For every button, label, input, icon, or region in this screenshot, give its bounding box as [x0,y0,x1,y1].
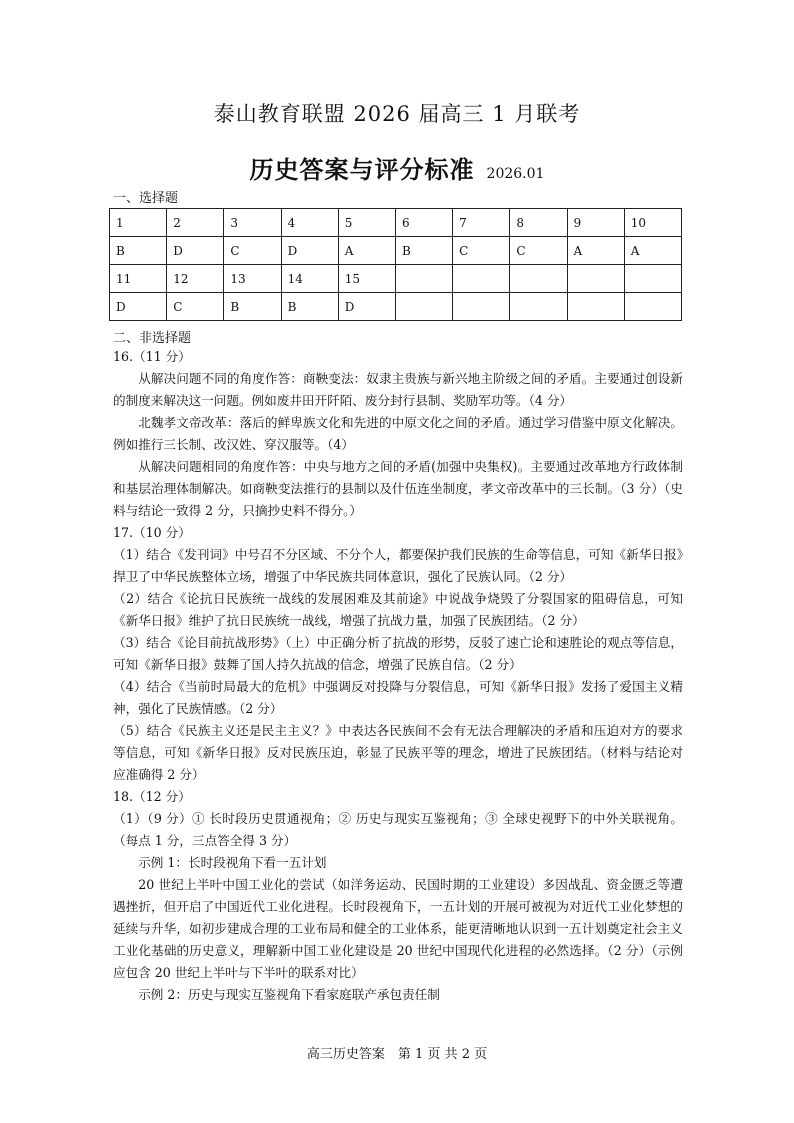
section-heading-choice: 一、选择题 [113,191,179,206]
table-cell: 6 [395,209,452,237]
table-cell [624,265,681,293]
paragraph: （1）结合《发刊词》中号召不分区域、不分个人，都要保护我们民族的生命等信息，可知《新华日报》捍卫了中华民族整体立场，增强了中华民族共同体意识，强化了民族认同。（2 分） [113,547,683,584]
paragraph: （1）（9 分）① 长时段历史贯通视角；② 历史与现实互鉴视角；③ 全球史视野下的中外关联视角。（每点 1 分，三点答全得 3 分） [113,811,683,848]
table-cell: 11 [110,265,167,293]
table-cell: 14 [281,265,338,293]
table-cell: 5 [338,209,395,237]
question-18-heading: 18.（12 分） [113,789,191,804]
example-1-title: 示例 1：长时段视角下看一五计划 [138,855,327,870]
table-cell [453,265,510,293]
table-cell: D [110,293,167,321]
table-cell: 13 [224,265,281,293]
table-cell [567,265,624,293]
question-16-heading: 16.（11 分） [113,349,191,364]
paragraph: 从解决问题相同的角度作答：中央与地方之间的矛盾(加强中央集权)。主要通过改革地方行政体制和基层治理体制解决。如商鞅变法推行的县制以及什伍连坐制度，孝文帝改革中的三长制。（3 分）（史料与结论一致得 2 分，只摘抄史料不得分。） [113,459,683,518]
exam-title: 泰山教育联盟 2026 届高三 1 月联考 [213,102,581,126]
table-cell [453,293,510,321]
document-date: 2026.01 [486,166,545,182]
table-cell [510,265,567,293]
table-cell: C [167,293,224,321]
table-cell [624,293,681,321]
table-cell: D [167,237,224,265]
table-cell: B [395,237,452,265]
table-row [110,265,682,293]
table-cell: 7 [453,209,510,237]
question-17-heading: 17.（10 分） [113,525,191,540]
table-cell: 8 [510,209,567,237]
document-heading [0,150,794,185]
table-cell: C [510,237,567,265]
page-footer: 高三历史答案 第 1 页 共 2 页 [306,1047,488,1062]
table-cell: 3 [224,209,281,237]
paragraph: （5）结合《民族主义还是民主主义？》中表达各民族间不会有无法合理解决的矛盾和压迫对方的要求等信息，可知《新华日报》反对民族压迫，彰显了民族平等的理念，增进了民族团结。（材料与结论对应准确得 2 分） [113,723,683,782]
table-cell: B [281,293,338,321]
paragraph: （2）结合《论抗日民族统一战线的发展困难及其前途》中说战争烧毁了分裂国家的阻碍信息，可知《新华日报》维护了抗日民族统一战线，增强了抗战力量，加强了民族团结。（2 分） [113,591,683,628]
table-cell: 2 [167,209,224,237]
example-2-title: 示例 2：历史与现实互鉴视角下看家庭联产承包责任制 [138,987,440,1002]
table-cell: D [338,293,395,321]
table-cell: A [567,237,624,265]
table-cell [395,293,452,321]
answer-table [109,208,682,321]
paragraph: 北魏孝文帝改革：落后的鲜卑族文化和先进的中原文化之间的矛盾。通过学习借鉴中原文化解决。例如推行三长制、改汉姓、穿汉服等。（4） [113,415,683,452]
table-cell: B [110,237,167,265]
table-cell: 10 [624,209,681,237]
table-cell: A [624,237,681,265]
document-subtitle: 历史答案与评分标准 [249,155,475,184]
table-cell: 4 [281,209,338,237]
table-cell: 15 [338,265,395,293]
table-cell: 9 [567,209,624,237]
table-cell: D [281,237,338,265]
table-cell: 12 [167,265,224,293]
paragraph: （4）结合《当前时局最大的危机》中强调反对投降与分裂信息，可知《新华日报》发扬了爱国主义精神，强化了民族情感。（2 分） [113,679,683,716]
paragraph: （3）结合《论目前抗战形势》（上）中正确分析了抗战的形势，反驳了速亡论和速胜论的观点等信息，可知《新华日报》鼓舞了国人持久抗战的信念，增强了民族自信。（2 分） [113,635,683,672]
table-cell [395,265,452,293]
table-cell [567,293,624,321]
table-cell: A [338,237,395,265]
table-cell: B [224,293,281,321]
table-cell: 1 [110,209,167,237]
answers-body [113,346,683,1006]
table-cell [510,293,567,321]
table-cell: C [224,237,281,265]
table-row [110,237,682,265]
paragraph: 20 世纪上半叶中国工业化的尝试（如洋务运动、民国时期的工业建设）多因战乱、资金匮乏等遭遇挫折，但开启了中国近代工业化进程。长时段视角下，一五计划的开展可被视为对近代工业化梦想的延续与升华，如初步建成合理的工业布局和健全的工业体系，能更清晰地认识到一五计划奠定社会主义工业化基础的历史意义，理解新中国工业化建设是 20 世纪中国现代化进程的必然选择。（2 分）（示例应包含 20 世纪上半叶与下半叶的联系对比） [113,877,683,980]
section-heading-nonchoice: 二、非选择题 [113,331,192,346]
table-row [110,209,682,237]
paragraph: 从解决问题不同的角度作答：商鞅变法：奴隶主贵族与新兴地主阶级之间的矛盾。主要通过创设新的制度来解决这一问题。例如废井田开阡陌、废分封行县制、奖励军功等。（4 分） [113,371,683,408]
table-row [110,293,682,321]
table-cell: C [453,237,510,265]
